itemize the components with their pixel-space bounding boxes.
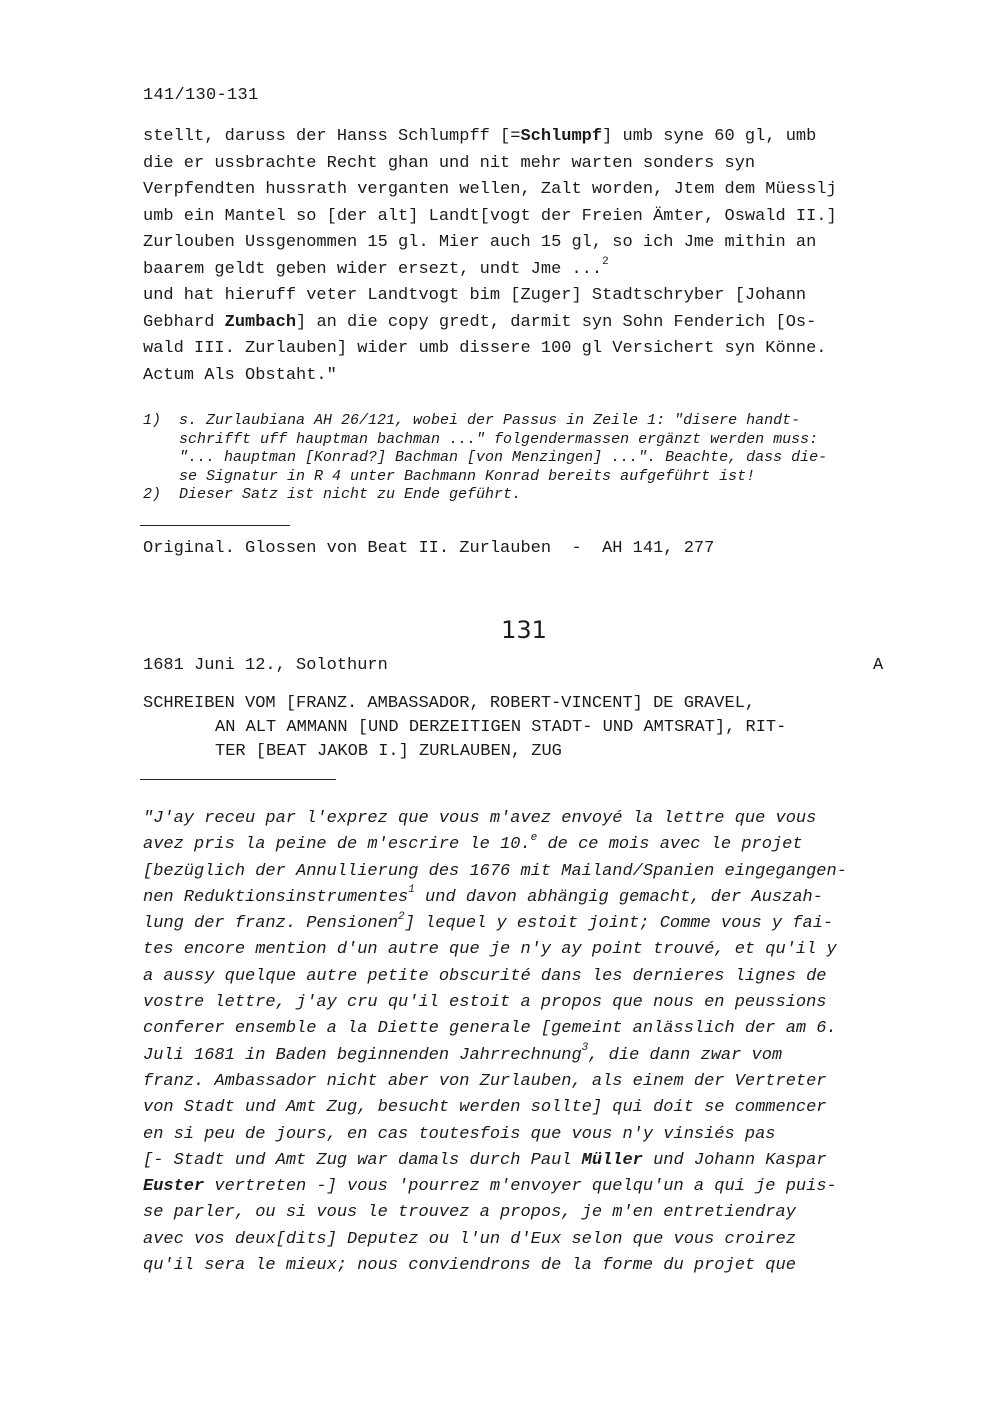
bold-name: Müller — [581, 1150, 643, 1170]
document-number: 131 — [501, 616, 547, 644]
text-line: wald III. Zurlauben] wider umb dissere 100 gl Versichert syn Könne. — [143, 339, 827, 358]
text-line: schrifft uff hauptman bachman ..." folgendermassen ergänzt werden muss: — [143, 430, 819, 448]
title-line: SCHREIBEN VOM [FRANZ. AMBASSADOR, ROBERT-VINCENT] DE GRAVEL, — [143, 694, 756, 713]
text-line: von Stadt und Amt Zug, besucht werden sollte] qui doit se commencer — [143, 1098, 827, 1118]
footnote-marker: 3 — [581, 1042, 589, 1055]
text-line: se Signatur in R 4 unter Bachmann Konrad bereits aufgeführt ist! — [143, 467, 756, 485]
text-line: 1) s. Zurlaubiana AH 26/121, wobei der Passus in Zeile 1: "disere handt- — [143, 412, 801, 429]
text-line: "J'ay receu par l'exprez que vous m'avez envoyé la lettre que vous — [143, 809, 817, 828]
letter-text — [143, 806, 923, 1279]
text-line: "... hauptman [Konrad?] Bachman [von Menzingen] ...". Beachte, dass die- — [143, 449, 828, 466]
text-line: baarem geldt geben wider ersezt, undt Jme ...$^2$ — [143, 255, 609, 279]
bold-name: Euster — [143, 1177, 205, 1197]
text-line: Juli 1681 in Baden beginnenden Jahrrechnung$^3$, die dann zwar vom — [143, 1042, 783, 1065]
text-line: Verpfendten hussrath verganten wellen, Zalt worden, Jtem dem Müesslj — [143, 180, 837, 199]
text-line: conferer ensemble a la Diette generale [gemeint anlässlich der am 6. — [143, 1019, 837, 1039]
footnote-marker: 2 — [602, 255, 609, 268]
text-line: vostre lettre, j'ay cru qu'il estoit a propos que nous en peussions — [143, 993, 827, 1013]
continuation-text — [143, 124, 903, 389]
footnote-marker: e — [530, 831, 538, 844]
text-line: nen Reduktionsinstrumentes$^1$ und davon abhängig gemacht, der Auszah- — [143, 884, 823, 907]
bold-name: Zumbach — [224, 312, 297, 332]
text-line: umb ein Mantel so [der alt] Landt[vogt der Freien Ämter, Oswald II.] — [143, 206, 837, 226]
date-place: 1681 Juni 12., Solothurn — [143, 656, 388, 675]
footnotes — [143, 412, 913, 505]
text-line: en si peu de jours, en cas toutesfois que vous n'y vinsiés pas — [143, 1124, 776, 1144]
text-line: Gebhard Zumbach] an die copy gredt, darmit syn Sohn Fenderich [Os- — [143, 312, 817, 332]
footnote-marker: 2 — [398, 910, 405, 923]
bold-name: Schlumpf — [520, 127, 603, 146]
text-line: tes encore mention d'un autre que je n'y ay point trouvé, et qu'il y — [143, 940, 837, 960]
text-line: Euster vertreten -] vous 'pourrez m'envoyer quelqu'un a qui je puis- — [143, 1177, 837, 1197]
text-line: avez pris la peine de m'escrire le 10.$^e$ de ce mois avec le projet — [143, 831, 803, 855]
category-label: A — [873, 656, 884, 675]
text-line: Zurlouben Ussgenommen 15 gl. Mier auch 15 gl, so ich Jme mithin an — [143, 233, 817, 252]
source-note: Original. Glossen von Beat II. Zurlauben - AH 141, 277 — [143, 539, 715, 558]
title-line: TER [BEAT JAKOB I.] ZURLAUBEN, ZUG — [215, 742, 562, 761]
text-line: die er ussbrachte Recht ghan und nit mehr warten sonders syn — [143, 153, 756, 173]
page-reference: 141/130-131 — [143, 86, 259, 105]
text-line: franz. Ambassador nicht aber von Zurlauben, als einem der Vertreter — [143, 1071, 827, 1091]
text-line: stellt, daruss der Hanss Schlumpff [=Schlumpf] umb syne 60 gl, umb — [143, 127, 817, 146]
divider — [140, 525, 290, 526]
text-line: a aussy quelque autre petite obscurité dans les dernieres lignes de — [143, 966, 827, 986]
text-line: [- Stadt und Amt Zug war damals durch Paul Müller und Johann Kaspar — [143, 1150, 827, 1170]
title-line: AN ALT AMMANN [UND DERZEITIGEN STADT- UND AMTSRAT], RIT- — [215, 718, 787, 737]
text-line: qu'il sera le mieux; nous conviendrons de la forme du projet que — [143, 1256, 796, 1276]
text-line: und hat hieruff veter Landtvogt bim [Zuger] Stadtschryber [Johann — [143, 286, 807, 305]
footnote-marker: 1 — [408, 884, 415, 897]
text-line: [bezüglich der Annullierung des 1676 mit Mailand/Spanien eingegangen- — [143, 861, 847, 881]
text-line: Actum Als Obstaht." — [143, 365, 337, 385]
text-line: avec vos deux[dits] Deputez ou l'un d'Eux selon que vous croirez — [143, 1229, 796, 1249]
text-line: se parler, ou si vous le trouvez a propos, je m'en entretiendray — [143, 1203, 796, 1223]
text-line: 2) Dieser Satz ist nicht zu Ende geführt. — [143, 486, 522, 503]
document-title — [143, 692, 913, 764]
text-line: lung der franz. Pensionen$^2$] lequel y estoit joint; Comme vous y fai- — [143, 910, 834, 934]
divider — [140, 779, 336, 780]
